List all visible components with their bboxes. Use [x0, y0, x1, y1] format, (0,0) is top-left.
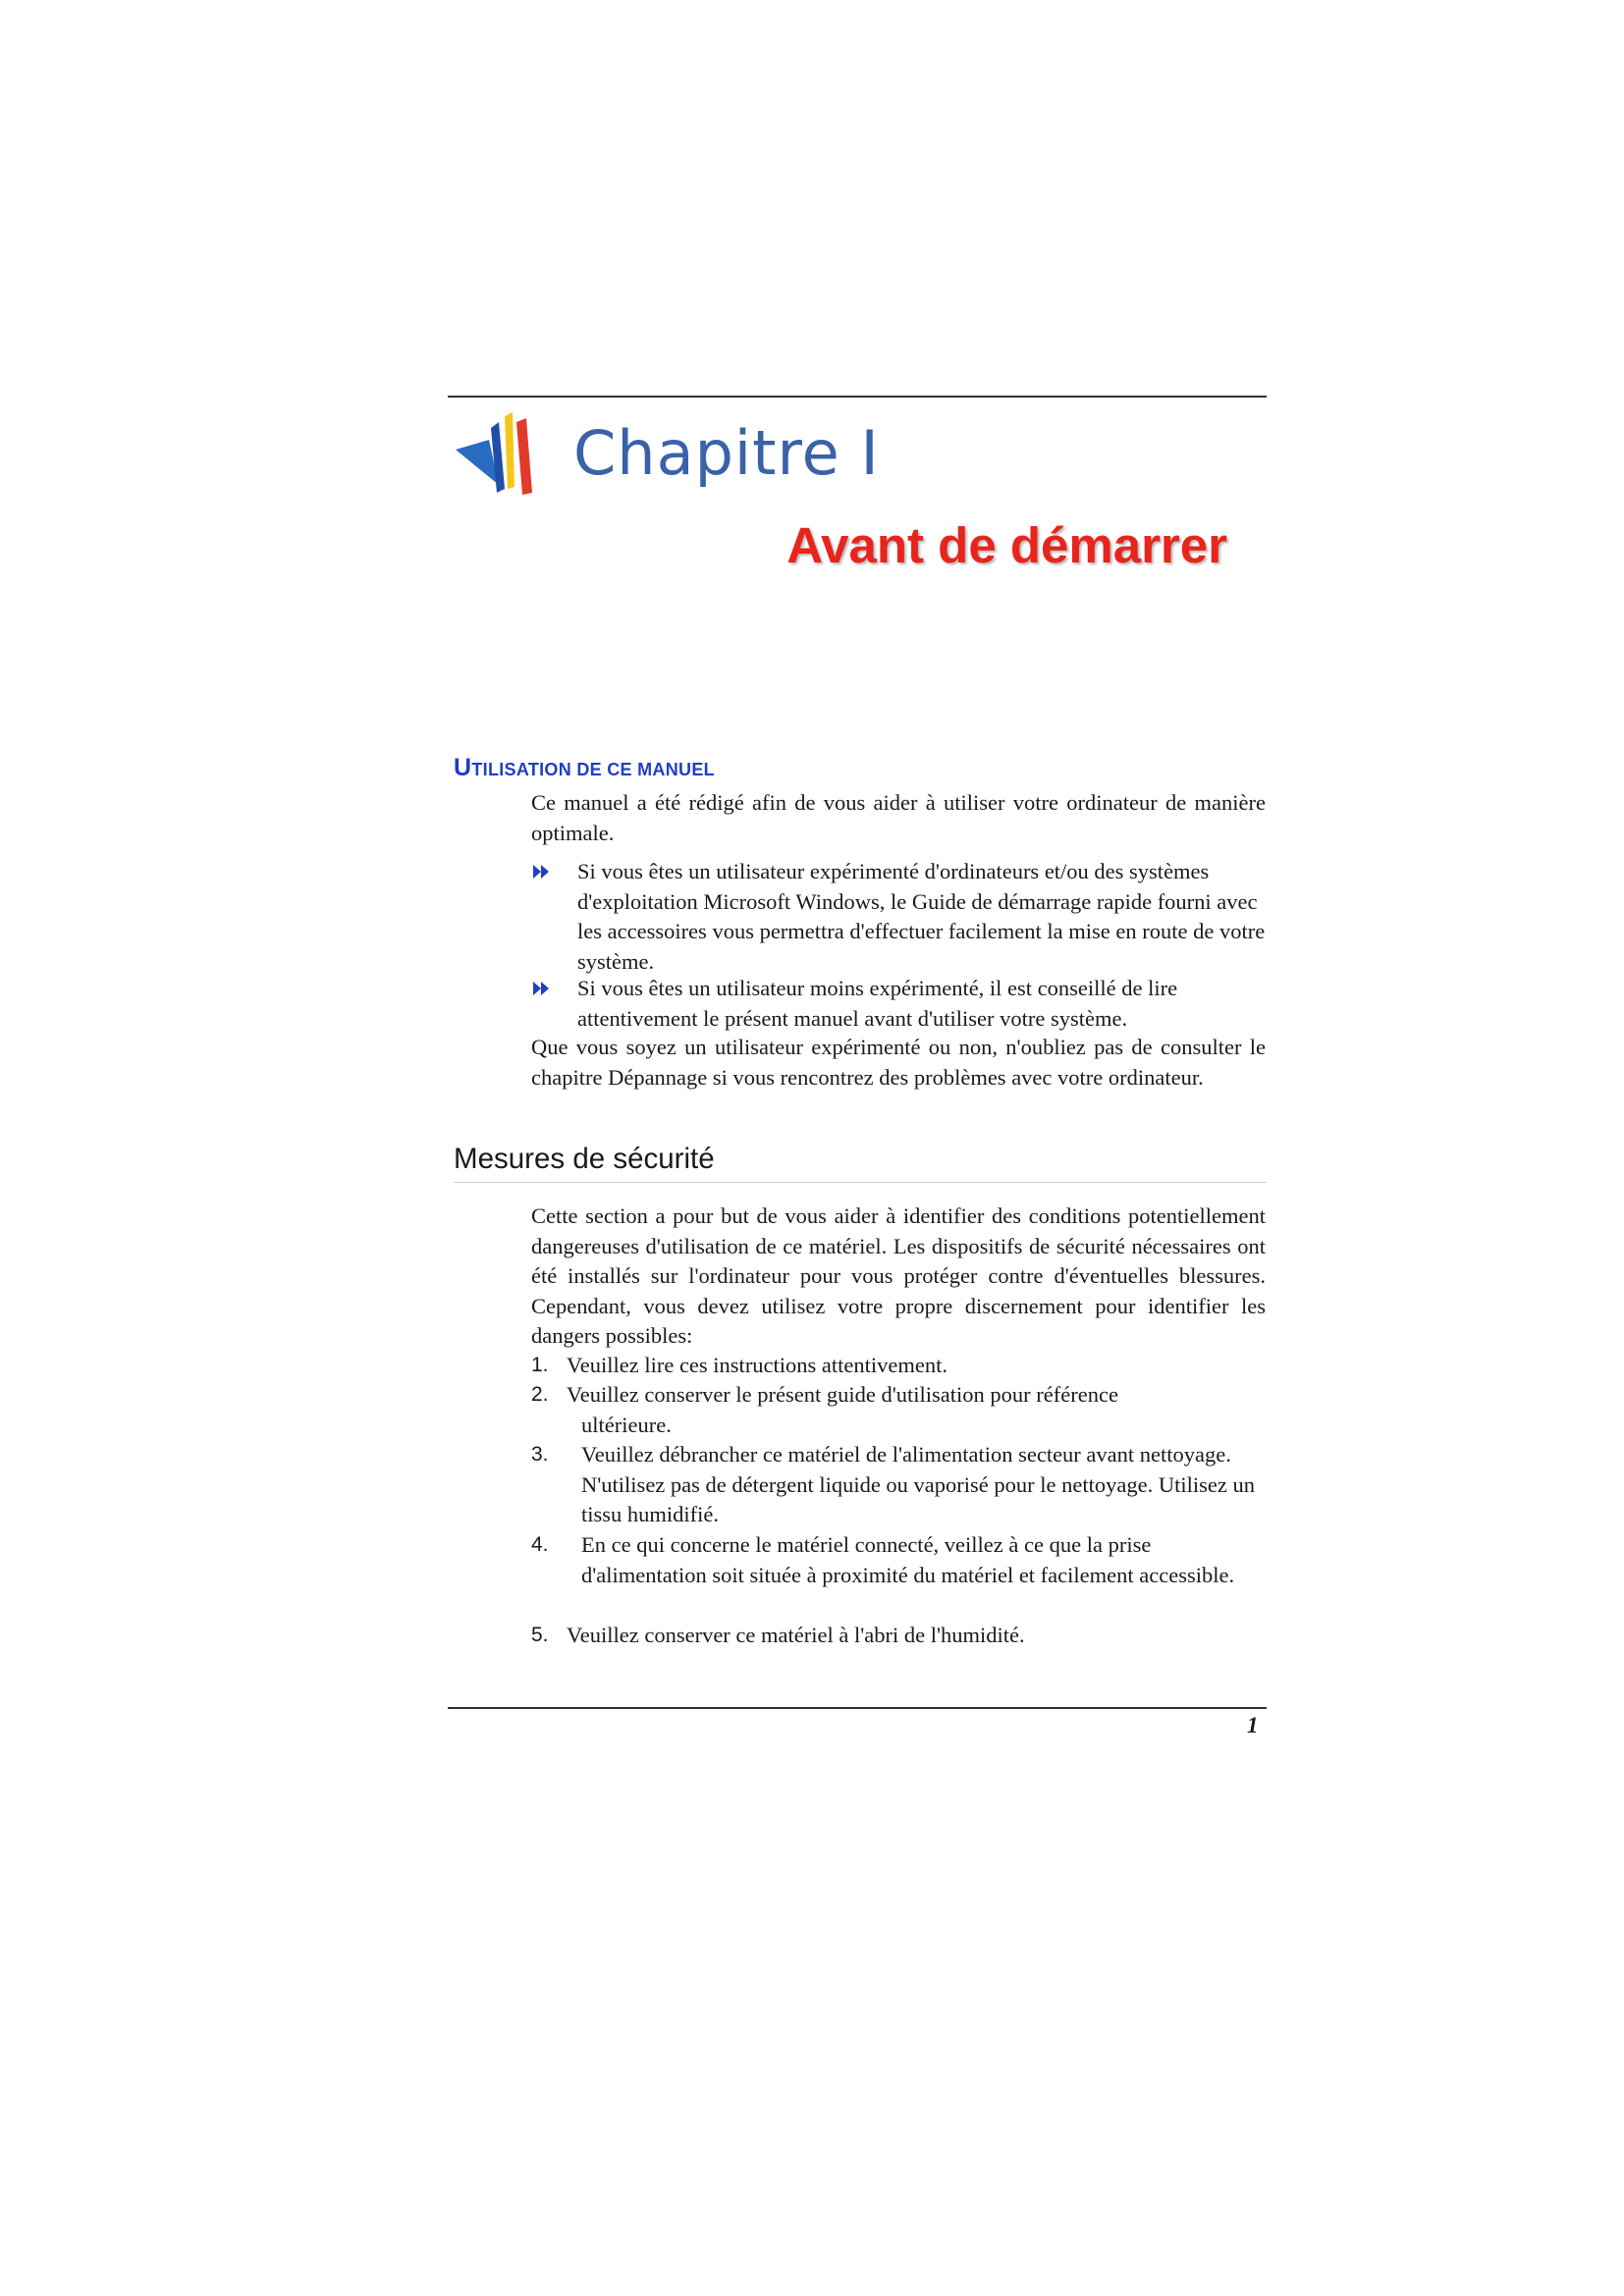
- top-rule: [448, 396, 1267, 398]
- list-item: [531, 857, 1266, 977]
- double-arrow-bullet-icon: [531, 863, 551, 881]
- item-text-continuation: ultérieure.: [581, 1412, 672, 1437]
- list-item: [531, 974, 1266, 1034]
- numbered-item: [531, 1351, 1266, 1381]
- item-text: Veuillez conserver le présent guide d'utilisation pour référence: [567, 1382, 1118, 1407]
- numbered-item: [531, 1621, 1266, 1651]
- item-number: 2.: [531, 1383, 549, 1406]
- item-text: Veuillez conserver ce matériel à l'abri de l'humidité.: [567, 1623, 1025, 1647]
- usage-outro: Que vous soyez un utilisateur expérimenté ou non, n'oubliez pas de consulter le chapitre Dépannage si vous rencontrez des problèmes avec votre ordinateur.: [531, 1035, 1266, 1090]
- usage-intro: Ce manuel a été rédigé afin de vous aider à utiliser votre ordinateur de manière optimale.: [531, 790, 1266, 845]
- item-text: Veuillez débrancher ce matériel de l'alimentation secteur avant nettoyage. N'utilisez pas de détergent liquide ou vaporisé pour le nettoyage. Utilisez un tissu humidifié.: [581, 1442, 1255, 1526]
- item-number: 1.: [531, 1354, 549, 1376]
- double-arrow-bullet-icon: [531, 980, 551, 997]
- chapter-logo-icon: [454, 410, 548, 497]
- item-number: 4.: [531, 1533, 549, 1556]
- item-text: Veuillez lire ces instructions attentivement.: [567, 1353, 948, 1377]
- item-text: En ce qui concerne le matériel connecté, veillez à ce que la prise d'alimentation soit située à proximité du matériel et facilement accessible.: [581, 1532, 1235, 1587]
- bottom-rule: [448, 1707, 1267, 1709]
- heading-initial: U: [454, 754, 472, 781]
- numbered-item: [531, 1530, 1266, 1590]
- numbered-item: [531, 1440, 1266, 1530]
- chapter-subtitle: Avant de démarrer: [786, 517, 1227, 573]
- item-number: 5.: [531, 1624, 549, 1646]
- bullet-text: Si vous êtes un utilisateur moins expérimenté, il est conseillé de lire attentivement le présent manuel avant d'utiliser votre système.: [577, 976, 1178, 1031]
- usage-section-heading: [454, 753, 715, 784]
- bullet-text: Si vous êtes un utilisateur expérimenté d'ordinateurs et/ou des systèmes d'exploitation Microsoft Windows, le Guide de démarrage rapide fourni avec les accessoires vous permettra d'effectuer facilement la mise en route de votre système.: [577, 859, 1266, 974]
- numbered-item: [531, 1380, 1266, 1440]
- safety-intro: Cette section a pour but de vous aider à identifier des conditions potentiellement dangereuses d'utilisation de ce matériel. Les dispositifs de sécurité nécessaires ont été installés sur l'ordinateur pour vous protéger contre d'éventuelles blessures. Cependant, vous devez utilisez votre propre discernement pour identifier les dangers possibles:: [531, 1203, 1266, 1348]
- page-number: 1: [1247, 1713, 1259, 1737]
- safety-heading-divider: [454, 1182, 1267, 1183]
- chapter-title: Chapitre I: [573, 417, 880, 489]
- safety-section-heading: Mesures de sécurité: [454, 1143, 715, 1175]
- heading-rest: TILISATION DE CE MANUEL: [471, 760, 715, 779]
- item-number: 3.: [531, 1443, 549, 1466]
- item-text-wrapper: [567, 1380, 1266, 1440]
